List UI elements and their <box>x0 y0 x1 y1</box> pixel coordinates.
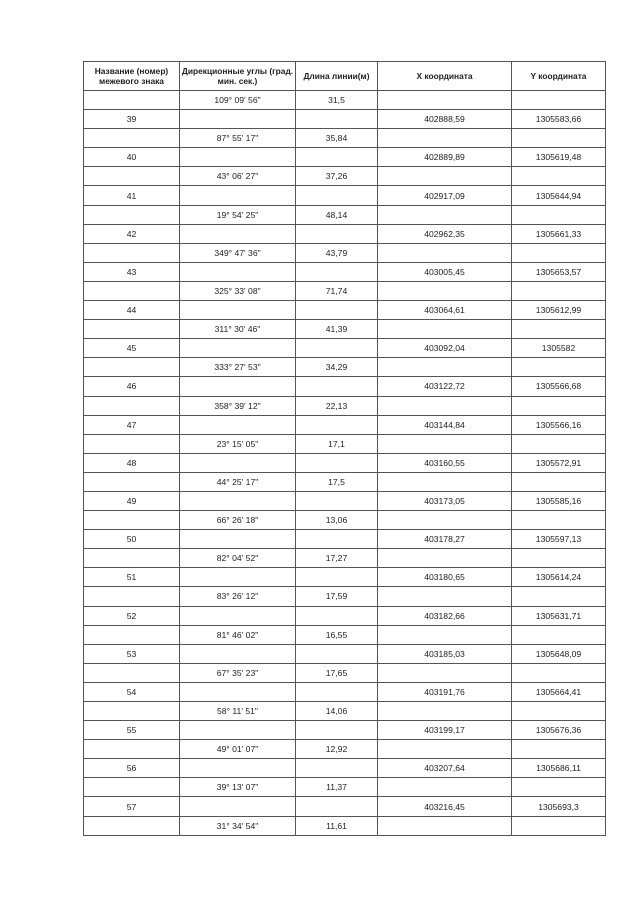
boundary-mark-number: 42 <box>84 224 180 243</box>
y-coordinate: 1305648,09 <box>512 644 606 663</box>
empty-cell <box>296 377 378 396</box>
line-length: 22,13 <box>296 396 378 415</box>
empty-cell <box>378 205 512 224</box>
empty-cell <box>296 110 378 129</box>
empty-cell <box>378 358 512 377</box>
header-row <box>84 62 606 91</box>
empty-cell <box>84 129 180 148</box>
empty-cell <box>512 358 606 377</box>
empty-cell <box>296 797 378 816</box>
empty-cell <box>296 568 378 587</box>
empty-cell <box>296 530 378 549</box>
x-coordinate: 403180,65 <box>378 568 512 587</box>
segment-row <box>84 205 606 224</box>
empty-cell <box>84 358 180 377</box>
empty-cell <box>84 91 180 110</box>
boundary-mark-number: 56 <box>84 759 180 778</box>
empty-cell <box>296 186 378 205</box>
direction-angle: 66° 26' 18" <box>180 511 296 530</box>
boundary-mark-number: 54 <box>84 682 180 701</box>
header-y: Y координата <box>512 62 606 91</box>
y-coordinate: 1305661,33 <box>512 224 606 243</box>
y-coordinate: 1305664,41 <box>512 682 606 701</box>
point-row <box>84 721 606 740</box>
y-coordinate: 1305572,91 <box>512 453 606 472</box>
direction-angle: 333° 27' 53" <box>180 358 296 377</box>
segment-row <box>84 511 606 530</box>
x-coordinate: 403092,04 <box>378 339 512 358</box>
empty-cell <box>180 186 296 205</box>
point-row <box>84 186 606 205</box>
point-row <box>84 797 606 816</box>
empty-cell <box>84 472 180 491</box>
empty-cell <box>180 606 296 625</box>
empty-cell <box>180 568 296 587</box>
line-length: 17,59 <box>296 587 378 606</box>
empty-cell <box>180 721 296 740</box>
segment-row <box>84 129 606 148</box>
empty-cell <box>378 625 512 644</box>
y-coordinate: 1305614,24 <box>512 568 606 587</box>
line-length: 17,5 <box>296 472 378 491</box>
line-length: 17,27 <box>296 549 378 568</box>
segment-row <box>84 778 606 797</box>
segment-row <box>84 549 606 568</box>
empty-cell <box>84 702 180 721</box>
empty-cell <box>378 549 512 568</box>
point-row <box>84 491 606 510</box>
boundary-mark-number: 45 <box>84 339 180 358</box>
empty-cell <box>180 224 296 243</box>
line-length: 35,84 <box>296 129 378 148</box>
empty-cell <box>378 663 512 682</box>
point-row <box>84 148 606 167</box>
direction-angle: 82° 04' 52" <box>180 549 296 568</box>
empty-cell <box>84 625 180 644</box>
empty-cell <box>512 587 606 606</box>
empty-cell <box>512 549 606 568</box>
line-length: 48,14 <box>296 205 378 224</box>
boundary-coordinates-table <box>83 61 606 836</box>
header-angle: Дирекционные углы (град. мин. сек.) <box>180 62 296 91</box>
boundary-mark-number: 46 <box>84 377 180 396</box>
empty-cell <box>378 702 512 721</box>
empty-cell <box>378 281 512 300</box>
empty-cell <box>512 129 606 148</box>
segment-row <box>84 320 606 339</box>
x-coordinate: 402917,09 <box>378 186 512 205</box>
direction-angle: 349° 47' 36" <box>180 243 296 262</box>
empty-cell <box>180 453 296 472</box>
segment-row <box>84 91 606 110</box>
point-row <box>84 644 606 663</box>
line-length: 14,06 <box>296 702 378 721</box>
line-length: 43,79 <box>296 243 378 262</box>
segment-row <box>84 167 606 186</box>
boundary-mark-number: 44 <box>84 301 180 320</box>
boundary-mark-number: 51 <box>84 568 180 587</box>
empty-cell <box>512 243 606 262</box>
boundary-mark-number: 40 <box>84 148 180 167</box>
line-length: 71,74 <box>296 281 378 300</box>
empty-cell <box>378 816 512 835</box>
x-coordinate: 403207,64 <box>378 759 512 778</box>
boundary-mark-number: 39 <box>84 110 180 129</box>
direction-angle: 44° 25' 17" <box>180 472 296 491</box>
empty-cell <box>512 281 606 300</box>
empty-cell <box>296 339 378 358</box>
direction-angle: 83° 26' 12" <box>180 587 296 606</box>
empty-cell <box>296 453 378 472</box>
segment-row <box>84 625 606 644</box>
empty-cell <box>512 702 606 721</box>
empty-cell <box>378 778 512 797</box>
line-length: 12,92 <box>296 740 378 759</box>
segment-row <box>84 587 606 606</box>
x-coordinate: 403005,45 <box>378 262 512 281</box>
y-coordinate: 1305612,99 <box>512 301 606 320</box>
boundary-mark-number: 48 <box>84 453 180 472</box>
line-length: 13,06 <box>296 511 378 530</box>
empty-cell <box>180 262 296 281</box>
x-coordinate: 403191,76 <box>378 682 512 701</box>
empty-cell <box>296 644 378 663</box>
x-coordinate: 403173,05 <box>378 491 512 510</box>
empty-cell <box>84 396 180 415</box>
direction-angle: 19° 54' 25" <box>180 205 296 224</box>
empty-cell <box>512 434 606 453</box>
y-coordinate: 1305631,71 <box>512 606 606 625</box>
empty-cell <box>180 644 296 663</box>
direction-angle: 109° 09' 56" <box>180 91 296 110</box>
empty-cell <box>180 682 296 701</box>
segment-row <box>84 434 606 453</box>
direction-angle: 23° 15' 05" <box>180 434 296 453</box>
empty-cell <box>84 663 180 682</box>
y-coordinate: 1305686,11 <box>512 759 606 778</box>
empty-cell <box>378 91 512 110</box>
empty-cell <box>84 778 180 797</box>
table-body <box>84 91 606 836</box>
empty-cell <box>296 301 378 320</box>
empty-cell <box>512 167 606 186</box>
x-coordinate: 403144,84 <box>378 415 512 434</box>
x-coordinate: 403185,03 <box>378 644 512 663</box>
boundary-mark-number: 49 <box>84 491 180 510</box>
boundary-mark-number: 50 <box>84 530 180 549</box>
empty-cell <box>180 530 296 549</box>
segment-row <box>84 358 606 377</box>
empty-cell <box>180 339 296 358</box>
segment-row <box>84 702 606 721</box>
line-length: 11,61 <box>296 816 378 835</box>
x-coordinate: 402888,59 <box>378 110 512 129</box>
y-coordinate: 1305566,68 <box>512 377 606 396</box>
boundary-mark-number: 47 <box>84 415 180 434</box>
empty-cell <box>180 377 296 396</box>
empty-cell <box>378 434 512 453</box>
empty-cell <box>378 129 512 148</box>
segment-row <box>84 816 606 835</box>
segment-row <box>84 281 606 300</box>
empty-cell <box>378 587 512 606</box>
empty-cell <box>512 511 606 530</box>
direction-angle: 31° 34' 54" <box>180 816 296 835</box>
x-coordinate: 403122,72 <box>378 377 512 396</box>
empty-cell <box>512 205 606 224</box>
empty-cell <box>296 148 378 167</box>
boundary-mark-number: 55 <box>84 721 180 740</box>
header-x: X координата <box>378 62 512 91</box>
direction-angle: 325° 33' 08" <box>180 281 296 300</box>
empty-cell <box>378 740 512 759</box>
point-row <box>84 415 606 434</box>
empty-cell <box>378 320 512 339</box>
empty-cell <box>296 606 378 625</box>
header-name: Название (номер) межевого знака <box>84 62 180 91</box>
empty-cell <box>296 415 378 434</box>
boundary-mark-number: 53 <box>84 644 180 663</box>
empty-cell <box>180 110 296 129</box>
empty-cell <box>512 816 606 835</box>
empty-cell <box>84 243 180 262</box>
empty-cell <box>84 816 180 835</box>
empty-cell <box>180 148 296 167</box>
segment-row <box>84 472 606 491</box>
empty-cell <box>378 167 512 186</box>
point-row <box>84 262 606 281</box>
y-coordinate: 1305653,57 <box>512 262 606 281</box>
boundary-mark-number: 57 <box>84 797 180 816</box>
empty-cell <box>512 320 606 339</box>
line-length: 11,37 <box>296 778 378 797</box>
line-length: 17,1 <box>296 434 378 453</box>
segment-row <box>84 243 606 262</box>
empty-cell <box>378 396 512 415</box>
point-row <box>84 453 606 472</box>
empty-cell <box>296 491 378 510</box>
empty-cell <box>84 205 180 224</box>
point-row <box>84 339 606 358</box>
y-coordinate: 1305583,66 <box>512 110 606 129</box>
empty-cell <box>378 472 512 491</box>
boundary-mark-number: 43 <box>84 262 180 281</box>
x-coordinate: 403064,61 <box>378 301 512 320</box>
point-row <box>84 224 606 243</box>
y-coordinate: 1305566,16 <box>512 415 606 434</box>
empty-cell <box>378 511 512 530</box>
point-row <box>84 759 606 778</box>
empty-cell <box>512 663 606 682</box>
empty-cell <box>512 740 606 759</box>
empty-cell <box>84 549 180 568</box>
line-length: 41,39 <box>296 320 378 339</box>
empty-cell <box>512 91 606 110</box>
empty-cell <box>84 434 180 453</box>
empty-cell <box>296 224 378 243</box>
direction-angle: 39° 13' 07" <box>180 778 296 797</box>
point-row <box>84 606 606 625</box>
x-coordinate: 402962,35 <box>378 224 512 243</box>
x-coordinate: 403199,17 <box>378 721 512 740</box>
point-row <box>84 682 606 701</box>
y-coordinate: 1305585,16 <box>512 491 606 510</box>
point-row <box>84 568 606 587</box>
empty-cell <box>512 396 606 415</box>
empty-cell <box>378 243 512 262</box>
boundary-mark-number: 41 <box>84 186 180 205</box>
empty-cell <box>84 740 180 759</box>
empty-cell <box>180 797 296 816</box>
point-row <box>84 110 606 129</box>
empty-cell <box>180 491 296 510</box>
x-coordinate: 403178,27 <box>378 530 512 549</box>
direction-angle: 58° 11' 51" <box>180 702 296 721</box>
x-coordinate: 402889,89 <box>378 148 512 167</box>
y-coordinate: 1305619,48 <box>512 148 606 167</box>
empty-cell <box>512 625 606 644</box>
boundary-mark-number: 52 <box>84 606 180 625</box>
empty-cell <box>84 320 180 339</box>
line-length: 37,26 <box>296 167 378 186</box>
direction-angle: 311° 30' 46" <box>180 320 296 339</box>
empty-cell <box>84 167 180 186</box>
x-coordinate: 403182,66 <box>378 606 512 625</box>
direction-angle: 87° 55' 17" <box>180 129 296 148</box>
segment-row <box>84 740 606 759</box>
y-coordinate: 1305597,13 <box>512 530 606 549</box>
empty-cell <box>180 759 296 778</box>
empty-cell <box>296 262 378 281</box>
empty-cell <box>296 759 378 778</box>
empty-cell <box>84 587 180 606</box>
line-length: 16,55 <box>296 625 378 644</box>
x-coordinate: 403216,45 <box>378 797 512 816</box>
empty-cell <box>180 301 296 320</box>
y-coordinate: 1305582 <box>512 339 606 358</box>
direction-angle: 49° 01' 07" <box>180 740 296 759</box>
direction-angle: 358° 39' 12" <box>180 396 296 415</box>
segment-row <box>84 396 606 415</box>
empty-cell <box>296 721 378 740</box>
point-row <box>84 377 606 396</box>
header-length: Длина линии(м) <box>296 62 378 91</box>
direction-angle: 81° 46' 02" <box>180 625 296 644</box>
y-coordinate: 1305676,36 <box>512 721 606 740</box>
empty-cell <box>84 281 180 300</box>
empty-cell <box>180 415 296 434</box>
point-row <box>84 301 606 320</box>
empty-cell <box>512 472 606 491</box>
segment-row <box>84 663 606 682</box>
direction-angle: 43° 06' 27" <box>180 167 296 186</box>
empty-cell <box>512 778 606 797</box>
y-coordinate: 1305644,94 <box>512 186 606 205</box>
empty-cell <box>84 511 180 530</box>
point-row <box>84 530 606 549</box>
x-coordinate: 403160,55 <box>378 453 512 472</box>
empty-cell <box>296 682 378 701</box>
line-length: 34,29 <box>296 358 378 377</box>
direction-angle: 67° 35' 23" <box>180 663 296 682</box>
y-coordinate: 1305693,3 <box>512 797 606 816</box>
line-length: 31,5 <box>296 91 378 110</box>
line-length: 17,65 <box>296 663 378 682</box>
